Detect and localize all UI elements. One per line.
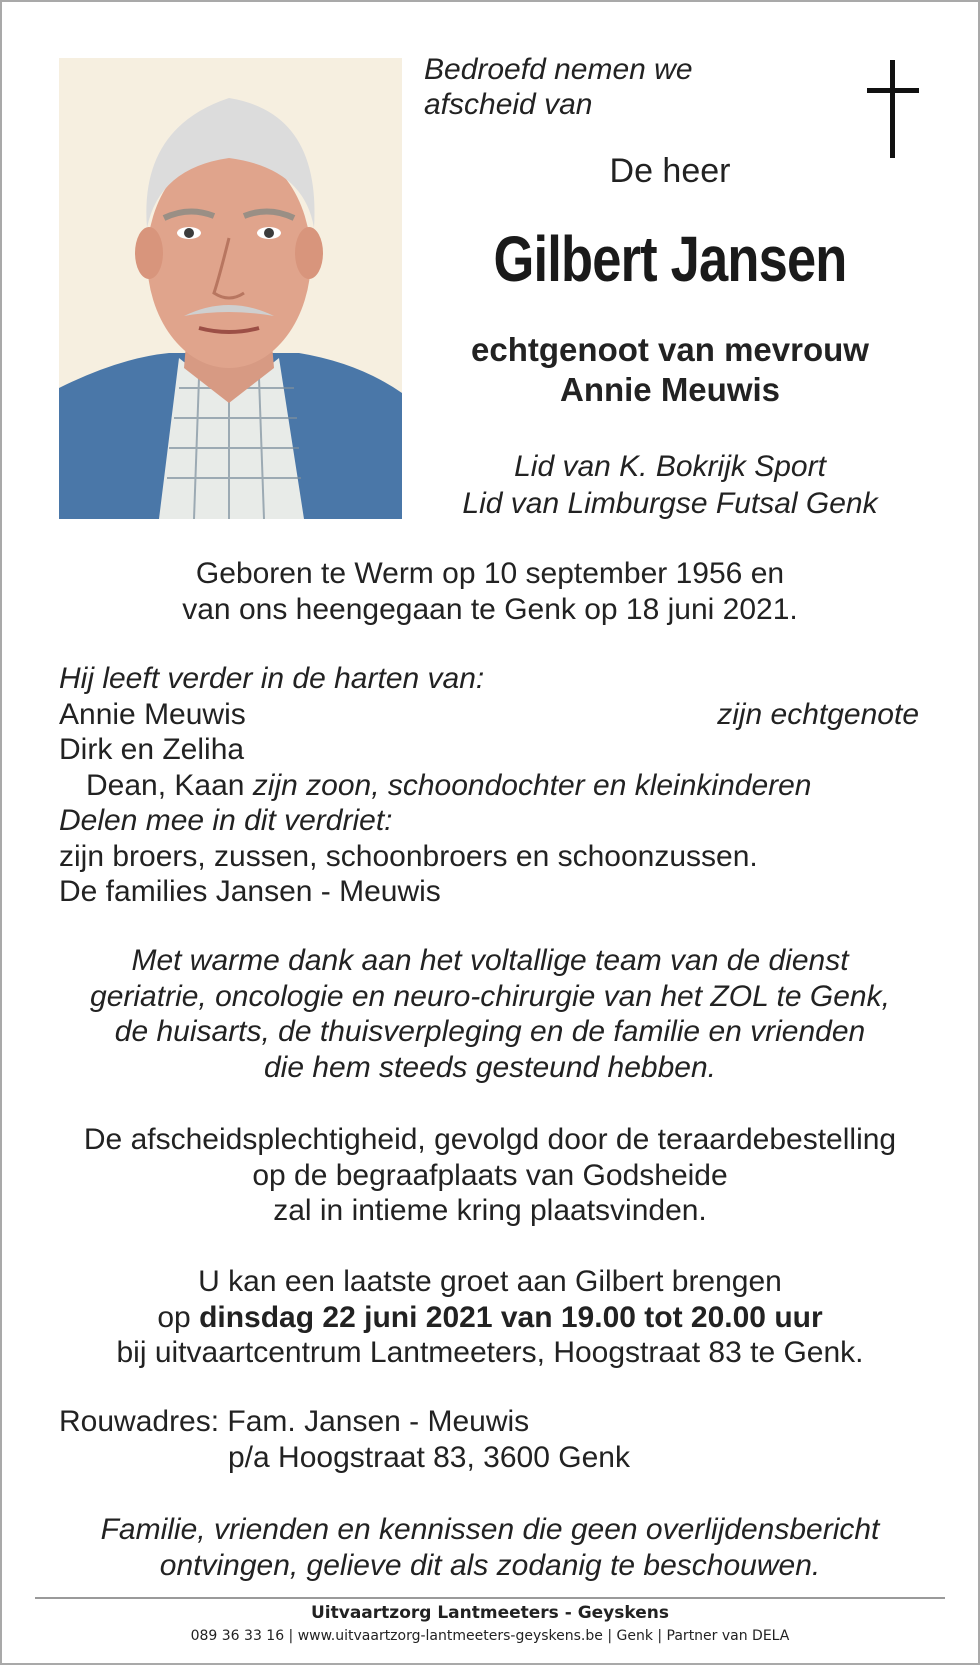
family-siblings: zijn broers, zussen, schoonbroers en schoonzussen. [59, 839, 758, 873]
spouse-block [420, 330, 920, 410]
visit-location: bij uitvaartcentrum Lantmeeters, Hoogstraat 83 te Genk. [116, 1336, 864, 1369]
intro-text [424, 52, 693, 122]
notice-line: Familie, vrienden en kennissen die geen overlijdensbericht [100, 1513, 880, 1546]
visit-datetime: dinsdag 22 juni 2021 van 19.00 tot 20.00 uur [199, 1300, 823, 1334]
cross-icon [862, 60, 922, 160]
family-spouse-name: Annie Meuwis [59, 697, 246, 731]
thanks-line: Met warme dank aan het voltallige team van de dienst [131, 944, 849, 977]
intro-line: Bedroefd nemen we [424, 53, 693, 86]
born-line: van ons heengegaan te Genk op 18 juni 2021. [182, 593, 798, 626]
club-line: Lid van K. Bokrijk Sport [514, 450, 826, 483]
born-line: Geboren te Werm op 10 september 1956 en [195, 557, 785, 590]
salutation: De heer [609, 152, 731, 190]
club-memberships [420, 448, 920, 522]
club-line: Lid van Limburgse Futsal Genk [462, 487, 878, 520]
family-grandchildren-names: Dean, Kaan [86, 768, 253, 802]
address-line: Rouwadres: Fam. Jansen - Meuwis [59, 1405, 530, 1438]
address-line: p/a Hoogstraat 83, 3600 Genk [228, 1440, 630, 1474]
thanks-text [40, 943, 940, 1085]
visitation-text [40, 1264, 940, 1371]
thanks-line: de huisarts, de thuisverpleging en de familie en vrienden [114, 1015, 866, 1048]
visit-line: U kan een laatste groet aan Gilbert brengen [198, 1265, 782, 1298]
family-share-heading: Delen mee in dit verdriet: [59, 804, 393, 837]
ceremony-line: op de begraafplaats van Godsheide [252, 1158, 728, 1192]
thanks-line: die hem steeds gesteund hebben. [263, 1050, 716, 1084]
spouse-line: Annie Meuwis [559, 371, 781, 408]
family-son: Dirk en Zeliha [59, 733, 245, 766]
family-families: De families Jansen - Meuwis [59, 875, 441, 908]
notice-text [40, 1512, 940, 1583]
spouse-line: echtgenoot van mevrouw [471, 331, 869, 368]
footer-divider [35, 1597, 945, 1599]
ceremony-line: De afscheidsplechtigheid, gevolgd door de teraardebestelling [83, 1123, 897, 1156]
portrait-photo [59, 58, 402, 519]
ceremony-text [40, 1122, 940, 1229]
visit-datetime-line [40, 1300, 940, 1336]
family-spouse-role: zijn echtgenote [717, 697, 919, 731]
birth-death-text [40, 556, 940, 628]
funeral-home-name: Uitvaartzorg Lantmeeters - Geyskens [311, 1603, 669, 1623]
ceremony-line: zal in intieme kring plaatsvinden. [273, 1194, 707, 1227]
mourning-address [59, 1404, 919, 1475]
notice-line: ontvingen, gelieve dit als zodanig te beschouwen. [159, 1548, 821, 1582]
funeral-home-contact: 089 36 33 16 | www.uitvaartzorg-lantmeeters-geyskens.be | Genk | Partner van DELA [190, 1628, 790, 1644]
family-list [59, 661, 919, 910]
family-row-spouse [59, 697, 919, 733]
family-row-grandchildren [59, 768, 919, 804]
family-grandchildren-role: zijn zoon, schoondochter en kleinkinderen [252, 768, 812, 802]
family-heading: Hij leeft verder in de harten van: [59, 662, 485, 695]
intro-line: afscheid van [424, 88, 593, 121]
deceased-name: Gilbert Jansen [493, 223, 847, 295]
visit-prefix: op [157, 1300, 200, 1334]
thanks-line: geriatrie, oncologie en neuro-chirurgie van het ZOL te Genk, [90, 979, 890, 1013]
